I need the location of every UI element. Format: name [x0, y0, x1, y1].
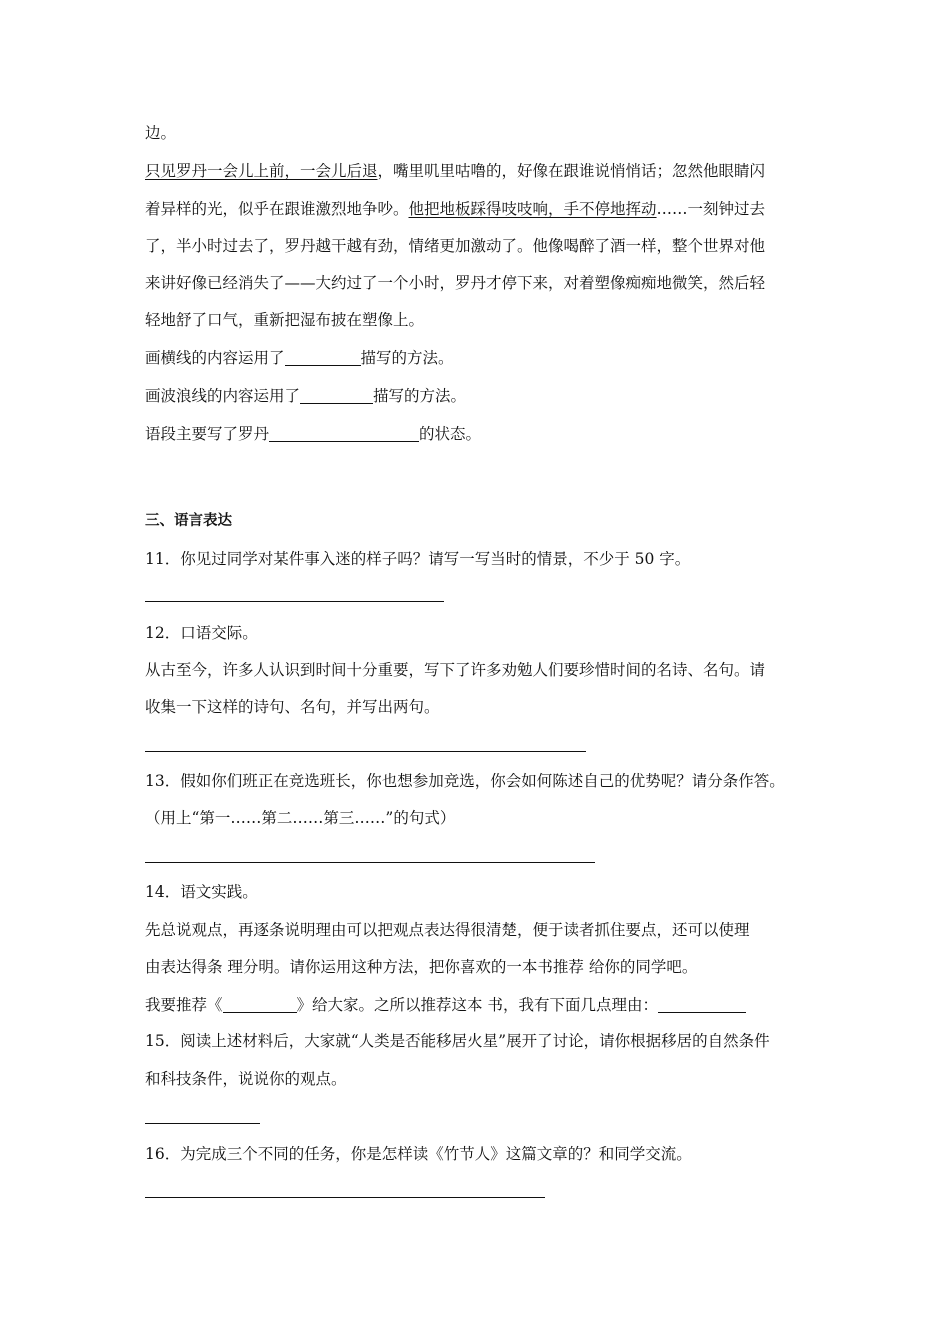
- answer-blank[interactable]: [285, 349, 361, 366]
- question-fill-a: 画横线的内容运用了 描写的方法。: [145, 349, 454, 367]
- answer-line[interactable]: [145, 1123, 260, 1124]
- passage-line: 边。: [145, 124, 177, 142]
- straight-underline-text: 他把地板踩得吱吱响，手不停地挥动: [408, 200, 657, 218]
- question-12-text: 从古至今，许多人认识到时间十分重要，写下了许多劝勉人们要珍惜时间的名诗、名句。请: [145, 661, 766, 679]
- passage-line: 着异样的光，似乎在跟谁激烈地争吵。他把地板踩得吱吱响，手不停地挥动……一刻钟过去: [145, 200, 766, 218]
- question-11: 11．你见过同学对某件事入迷的样子吗？请写一写当时的情景，不少于 50 字。: [145, 550, 691, 568]
- section-title: 三、语言表达: [145, 513, 232, 529]
- book-title-blank[interactable]: [223, 996, 297, 1013]
- question-13-text: 13．假如你们班正在竞选班长，你也想参加竞选，你会如何陈述自己的优势呢？请分条作答。: [145, 772, 785, 790]
- answer-line[interactable]: [145, 751, 586, 752]
- question-fill-c: 语段主要写了罗丹 的状态。: [145, 425, 482, 443]
- answer-line[interactable]: [145, 1197, 545, 1198]
- passage-line: 轻地舒了口气，重新把湿布披在塑像上。: [145, 311, 425, 329]
- question-13-text: （用上“第一……第二……第三……”的句式）: [145, 809, 456, 827]
- answer-blank[interactable]: [300, 387, 373, 404]
- question-14-recommend: 我要推荐《 》给大家。之所以推荐这本 书，我有下面几点理由：: [145, 995, 746, 1015]
- answer-blank[interactable]: [269, 425, 419, 442]
- question-12-title: 12．口语交际。: [145, 624, 258, 642]
- question-14-title: 14．语文实践。: [145, 883, 258, 901]
- question-14-text: 先总说观点，再逐条说明理由可以把观点表达得很清楚，便于读者抓住要点，还可以使理: [145, 921, 750, 939]
- answer-line[interactable]: [145, 862, 595, 863]
- reason-blank[interactable]: [658, 996, 746, 1013]
- question-14-text: 由表达得条 理分明。请你运用这种方法，把你喜欢的一本书推荐 给你的同学吧。: [145, 958, 698, 976]
- question-12-text: 收集一下这样的诗句、名句，并写出两句。: [145, 698, 440, 716]
- question-fill-b: 画波浪线的内容运用了 描写的方法。: [145, 387, 467, 405]
- question-15-text: 15．阅读上述材料后，大家就“人类是否能移居火星”展开了讨论，请你根据移居的自然条件: [145, 1032, 770, 1050]
- answer-line[interactable]: [145, 601, 444, 602]
- question-15-text: 和科技条件，说说你的观点。: [145, 1070, 347, 1088]
- passage-line: 来讲好像已经消失了——大约过了一个小时，罗丹才停下来，对着塑像痴痴地微笑，然后轻: [145, 274, 766, 292]
- passage-line: 只见罗丹一会儿上前，一会儿后退，嘴里叽里咕噜的，好像在跟谁说悄悄话；忽然他眼睛闪: [145, 162, 766, 180]
- question-16: 16．为完成三个不同的任务，你是怎样读《竹节人》这篇文章的？和同学交流。: [145, 1145, 692, 1163]
- straight-underline-text: 只见罗丹一会儿上前，一会儿后退: [145, 162, 378, 180]
- passage-line: 了，半小时过去了，罗丹越干越有劲，情绪更加激动了。他像喝醉了酒一样，整个世界对他: [145, 237, 766, 255]
